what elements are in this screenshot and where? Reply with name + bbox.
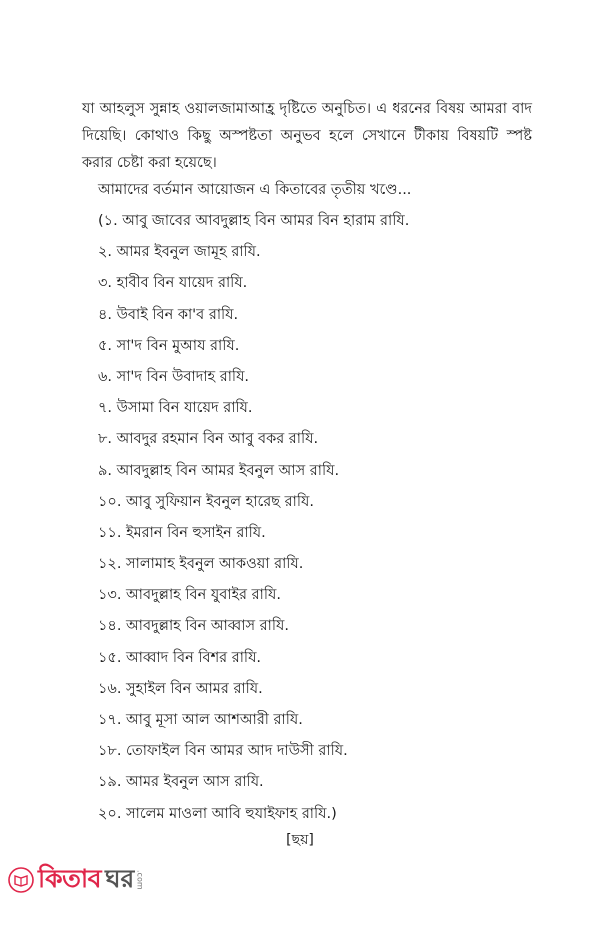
- list-item: ৭. উসামা বিন যায়েদ রাযি.: [98, 400, 253, 417]
- list-item: ৩. হাবীব বিন যায়েদ রাযি.: [98, 275, 248, 292]
- companion-list: [98, 206, 409, 830]
- list-item: ১১. ইমরান বিন হুসাইন রাযি.: [98, 524, 266, 541]
- logo-brand-suffix: .com: [135, 870, 145, 890]
- list-item: (১. আবু জাবের আবদুল্লাহ বিন আমর বিন হারাম রাযি.: [98, 213, 410, 229]
- list-item: ১৫. আব্বাদ বিন বিশর রাযি.: [98, 649, 262, 666]
- list-item: ১২. সালামাহ ইবনুল আকওয়া রাযি.: [98, 556, 304, 573]
- list-item: ৯. আবদুল্লাহ বিন আমর ইবনুল আস রাযি.: [98, 462, 340, 479]
- section-subheading: আমাদের বর্তমান আয়োজন এ কিতাবের তৃতীয় খণ্ডে...: [98, 182, 412, 198]
- list-item: ২০. সালেম মাওলা আবি হুযাইফাহ রাযি.): [98, 805, 337, 822]
- list-item: ৬. সা'দ বিন উবাদাহ রাযি.: [98, 368, 250, 385]
- list-item: ২. আমর ইবনুল জামূহ রাযি.: [98, 244, 261, 261]
- list-item: ১৭. আবু মূসা আল আশআরী রাযি.: [98, 712, 303, 728]
- list-item: ১০. আবু সুফিয়ান ইবনুল হারেছ রাযি.: [98, 493, 314, 510]
- book-logo-icon: [8, 867, 34, 893]
- list-item: ১৪. আবদুল্লাহ বিন আব্বাস রাযি.: [98, 618, 289, 635]
- list-item: ৪. উবাই বিন কা'ব রাযি.: [98, 306, 239, 323]
- logo-brand-secondary: ঘর: [105, 863, 135, 893]
- page-number: [ছয়]: [286, 832, 314, 848]
- list-item: ৫. সা'দ বিন মুআয রাযি.: [98, 337, 240, 354]
- list-item: ১৮. তোফাইল বিন আমর আদ দাউসী রাযি.: [98, 743, 348, 760]
- list-item: ১৩. আবদুল্লাহ বিন যুবাইর রাযি.: [98, 587, 281, 604]
- list-item: ৮. আবদুর রহমান বিন আবু বকর রাযি.: [98, 431, 319, 448]
- logo-brand-primary: কিতাব: [38, 863, 102, 893]
- watermark-logo: [8, 858, 143, 902]
- list-item: ১৬. সুহাইল বিন আমর রাযি.: [98, 680, 263, 697]
- list-item: ১৯. আমর ইবনুল আস রাযি.: [98, 774, 264, 791]
- intro-paragraph: যা আহলুস সুন্নাহ ওয়ালজামাআহ্র দৃষ্টিতে অনুচিত। এ ধরনের বিষয় আমরা বাদ দিয়েছি। কোথাও কিছু অস্পষ্টতা অনুভব হলে সেখানে টীকায় বিষয়টি স্পষ্ট করার চেষ্টা করা হয়েছে।: [82, 101, 532, 171]
